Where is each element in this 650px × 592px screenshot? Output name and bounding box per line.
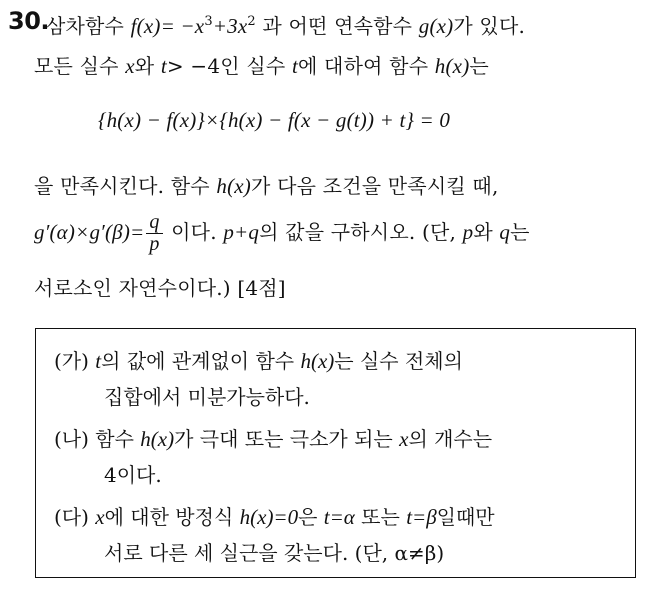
equation: {h(x) − f(x)}×{h(x) − f(x − g(t)) + t} = 0 xyxy=(98,108,451,132)
condition-label: (가) xyxy=(54,349,89,373)
math: t=β xyxy=(406,505,437,529)
text: 의 개수는 xyxy=(408,427,493,451)
problem-line-1 xyxy=(46,10,525,39)
problem-line-6: 서로소인 자연수이다.) [4점] xyxy=(34,276,286,300)
exponent: 2 xyxy=(247,14,256,29)
problem-line-2 xyxy=(34,50,489,79)
text: 이다. xyxy=(164,220,224,244)
condition-da-line-1 xyxy=(54,501,495,530)
math: x xyxy=(399,427,409,451)
denominator: p xyxy=(149,233,160,255)
math-g: g(x) xyxy=(418,14,454,38)
text: 는 xyxy=(510,220,530,244)
math: x xyxy=(95,505,105,529)
text: 가 극대 또는 극소가 되는 xyxy=(174,427,400,451)
math: +3x xyxy=(212,14,248,38)
exponent: 3 xyxy=(204,14,213,29)
text: 가 있다. xyxy=(453,14,526,38)
text: 또는 xyxy=(354,505,407,529)
math: h(x)=0 xyxy=(239,505,299,529)
fraction xyxy=(146,212,162,255)
condition-na-line-2: 4이다. xyxy=(104,463,162,487)
text: 은 xyxy=(298,505,324,529)
numerator: q xyxy=(146,212,162,234)
text: 와 xyxy=(134,54,161,78)
problem-line-4 xyxy=(34,170,499,199)
math: p xyxy=(462,220,474,244)
condition-na-line-1 xyxy=(54,423,492,452)
math: p+q xyxy=(223,220,260,244)
text: 는 xyxy=(469,54,489,78)
condition-da-line-2: 서로 다른 세 실근을 갖는다. (단, α≠β) xyxy=(104,541,445,565)
math-h: h(x) xyxy=(434,54,470,78)
text: 는 실수 전체의 xyxy=(334,349,463,373)
math: t xyxy=(95,349,102,373)
math: t xyxy=(160,54,167,78)
math-f: f(x) xyxy=(130,14,161,38)
math: q xyxy=(499,220,511,244)
text: 을 만족시킨다. 함수 xyxy=(34,174,217,198)
condition-label: (다) xyxy=(54,505,89,529)
math-h: h(x) xyxy=(216,174,251,198)
math: = −x xyxy=(160,14,205,38)
text: 의 값에 관계없이 함수 xyxy=(101,349,301,373)
text: 가 다음 조건을 만족시킬 때, xyxy=(251,174,499,198)
text: 와 xyxy=(473,220,500,244)
text: 에 대하여 함수 xyxy=(297,54,435,78)
condition-ga-line-1 xyxy=(54,345,463,374)
math: t=α xyxy=(323,505,355,529)
text: > −4인 실수 xyxy=(166,54,292,78)
condition-label: (나) xyxy=(54,427,89,451)
math-h: h(x) xyxy=(300,349,335,373)
text: 과 어떤 연속함수 xyxy=(255,14,419,38)
text: 함수 xyxy=(88,427,141,451)
conditions-box xyxy=(35,328,636,578)
math: g′(α)×g′(β)= xyxy=(34,220,145,244)
text: 에 대한 방정식 xyxy=(104,505,240,529)
math: t xyxy=(291,54,298,78)
problem-number: 30. xyxy=(8,7,50,35)
text: 모든 실수 xyxy=(34,54,126,78)
math-h: h(x) xyxy=(140,427,175,451)
text: 일때만 xyxy=(436,505,495,529)
math: x xyxy=(125,54,135,78)
text: 의 값을 구하시오. (단, xyxy=(259,220,463,244)
condition-ga-line-2: 집합에서 미분가능하다. xyxy=(104,385,310,409)
text: 삼차함수 xyxy=(46,14,131,38)
problem-line-5 xyxy=(34,212,530,255)
